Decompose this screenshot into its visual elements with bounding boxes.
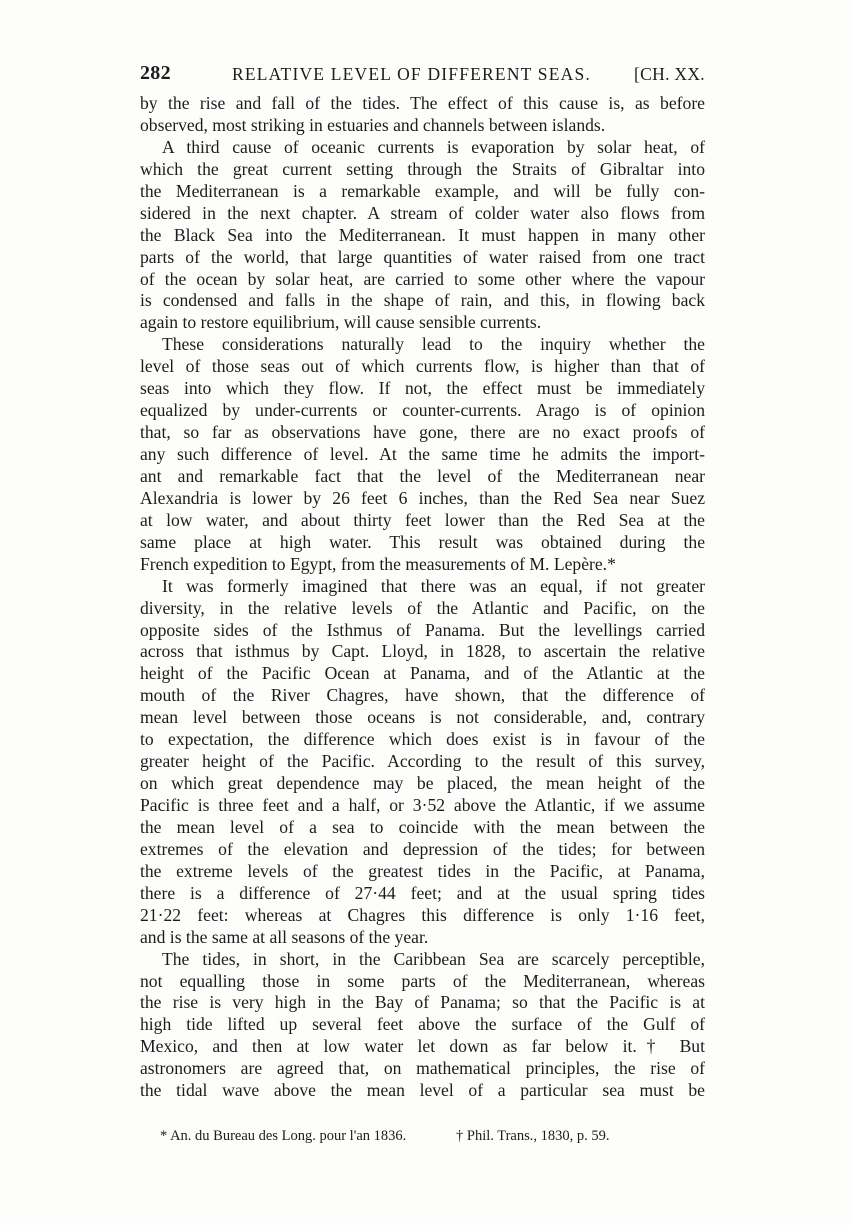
text-line: mouth of the River Chagres, have shown, that the difference of bbox=[140, 685, 705, 706]
text-line: seas into which they flow. If not, the effect must be immediately bbox=[140, 378, 705, 399]
text-line: at low water, and about thirty feet lower than the Red Sea at the bbox=[140, 509, 705, 530]
text-line: Mexico, and then at low water let down as far below it.† But bbox=[140, 1036, 705, 1057]
text-line: diversity, in the relative levels of the Atlantic and Pacific, on the bbox=[140, 597, 705, 618]
text-line: parts of the world, that large quantities of water raised from one tract bbox=[140, 246, 705, 267]
text-line: Alexandria is lower by 26 feet 6 inches, than the Red Sea near Suez bbox=[140, 487, 705, 508]
text-line: same place at high water. This result was obtained during the bbox=[140, 531, 705, 552]
text-line: on which great dependence may be placed, the mean height of the bbox=[140, 773, 705, 794]
footnote-second: † Phil. Trans., 1830, p. 59. bbox=[456, 1128, 610, 1144]
paragraph-start-line: A third cause of oceanic currents is evaporation by solar heat, of bbox=[162, 136, 705, 157]
running-title: RELATIVE LEVEL OF DIFFERENT SEAS. bbox=[232, 64, 591, 84]
page-number: 282 bbox=[140, 62, 171, 84]
text-line: to expectation, the difference which does exist is in favour of the bbox=[140, 729, 705, 750]
paragraph-start-line: The tides, in short, in the Caribbean Sea are scarcely perceptible, bbox=[162, 948, 705, 969]
text-line: level of those seas out of which currents flow, is higher than that of bbox=[140, 356, 705, 377]
text-line: astronomers are agreed that, on mathematical principles, the rise of bbox=[140, 1058, 705, 1079]
text-line: Pacific is three feet and a half, or 3·52 above the Atlantic, if we assume bbox=[140, 795, 705, 815]
text-line: the mean level of a sea to coincide with the mean between the bbox=[140, 816, 705, 837]
paragraph-start-line: It was formerly imagined that there was an equal, if not greater bbox=[162, 575, 705, 596]
text-line: mean level between those oceans is not considerable, and, contrary bbox=[140, 707, 705, 728]
text-line: the tidal wave above the mean level of a particular sea must be bbox=[140, 1080, 705, 1101]
footnote-first: * An. du Bureau des Long. pour l'an 1836. bbox=[160, 1128, 407, 1144]
text-line: of the ocean by solar heat, are carried to some other where the vapour bbox=[140, 268, 705, 289]
text-line: high tide lifted up several feet above the surface of the Gulf of bbox=[140, 1014, 705, 1035]
text-line: the Black Sea into the Mediterranean. It must happen in many other bbox=[140, 224, 705, 245]
text-line: observed, most striking in estuaries and channels between islands. bbox=[140, 114, 606, 135]
text-line: 21·22 feet: whereas at Chagres this difference is only 1·16 feet, bbox=[140, 904, 705, 925]
text-line: there is a difference of 27·44 feet; and at the usual spring tides bbox=[140, 882, 705, 903]
text-line: extremes of the elevation and depression of the tides; for between bbox=[140, 838, 705, 859]
text-line: by the rise and fall of the tides. The effect of this cause is, as before bbox=[140, 93, 705, 113]
text-line: sidered in the next chapter. A stream of colder water also flows from bbox=[140, 202, 705, 223]
text-line: that, so far as observations have gone, there are no exact proofs of bbox=[140, 422, 705, 443]
text-line: again to restore equilibrium, will cause sensible currents. bbox=[140, 312, 542, 333]
text-line: not equalling those in some parts of the Mediterranean, whereas bbox=[140, 970, 705, 991]
chapter-reference: [CH. XX. bbox=[634, 64, 705, 84]
text-line: equalized by under-currents or counter-currents. Arago is of opinion bbox=[140, 400, 705, 421]
text-line: opposite sides of the Isthmus of Panama. But the levellings carried bbox=[140, 619, 705, 640]
text-line: French expedition to Egypt, from the measurements of M. Lepère.* bbox=[140, 553, 616, 574]
text-line: which the great current setting through the Straits of Gibraltar into bbox=[140, 158, 705, 179]
text-line: greater height of the Pacific. According to the result of this survey, bbox=[140, 751, 705, 772]
text-line: the Mediterranean is a remarkable example, and will be fully con- bbox=[140, 180, 705, 201]
text-line: height of the Pacific Ocean at Panama, and of the Atlantic at the bbox=[140, 663, 705, 684]
running-head bbox=[140, 62, 705, 88]
text-line: and is the same at all seasons of the year. bbox=[140, 926, 429, 947]
text-line: the rise is very high in the Bay of Panama; so that the Pacific is at bbox=[140, 992, 705, 1013]
body-text bbox=[140, 93, 705, 1102]
text-line: across that isthmus by Capt. Lloyd, in 1828, to ascertain the relative bbox=[140, 641, 705, 662]
text-line: the extreme levels of the greatest tides in the Pacific, at Panama, bbox=[140, 860, 705, 881]
text-line: any such difference of level. At the same time he admits the import- bbox=[140, 444, 705, 464]
paragraph-start-line: These considerations naturally lead to the inquiry whether the bbox=[162, 334, 705, 355]
text-line: ant and remarkable fact that the level of the Mediterranean near bbox=[140, 465, 705, 486]
text-line: is condensed and falls in the shape of rain, and this, in flowing back bbox=[140, 290, 705, 311]
